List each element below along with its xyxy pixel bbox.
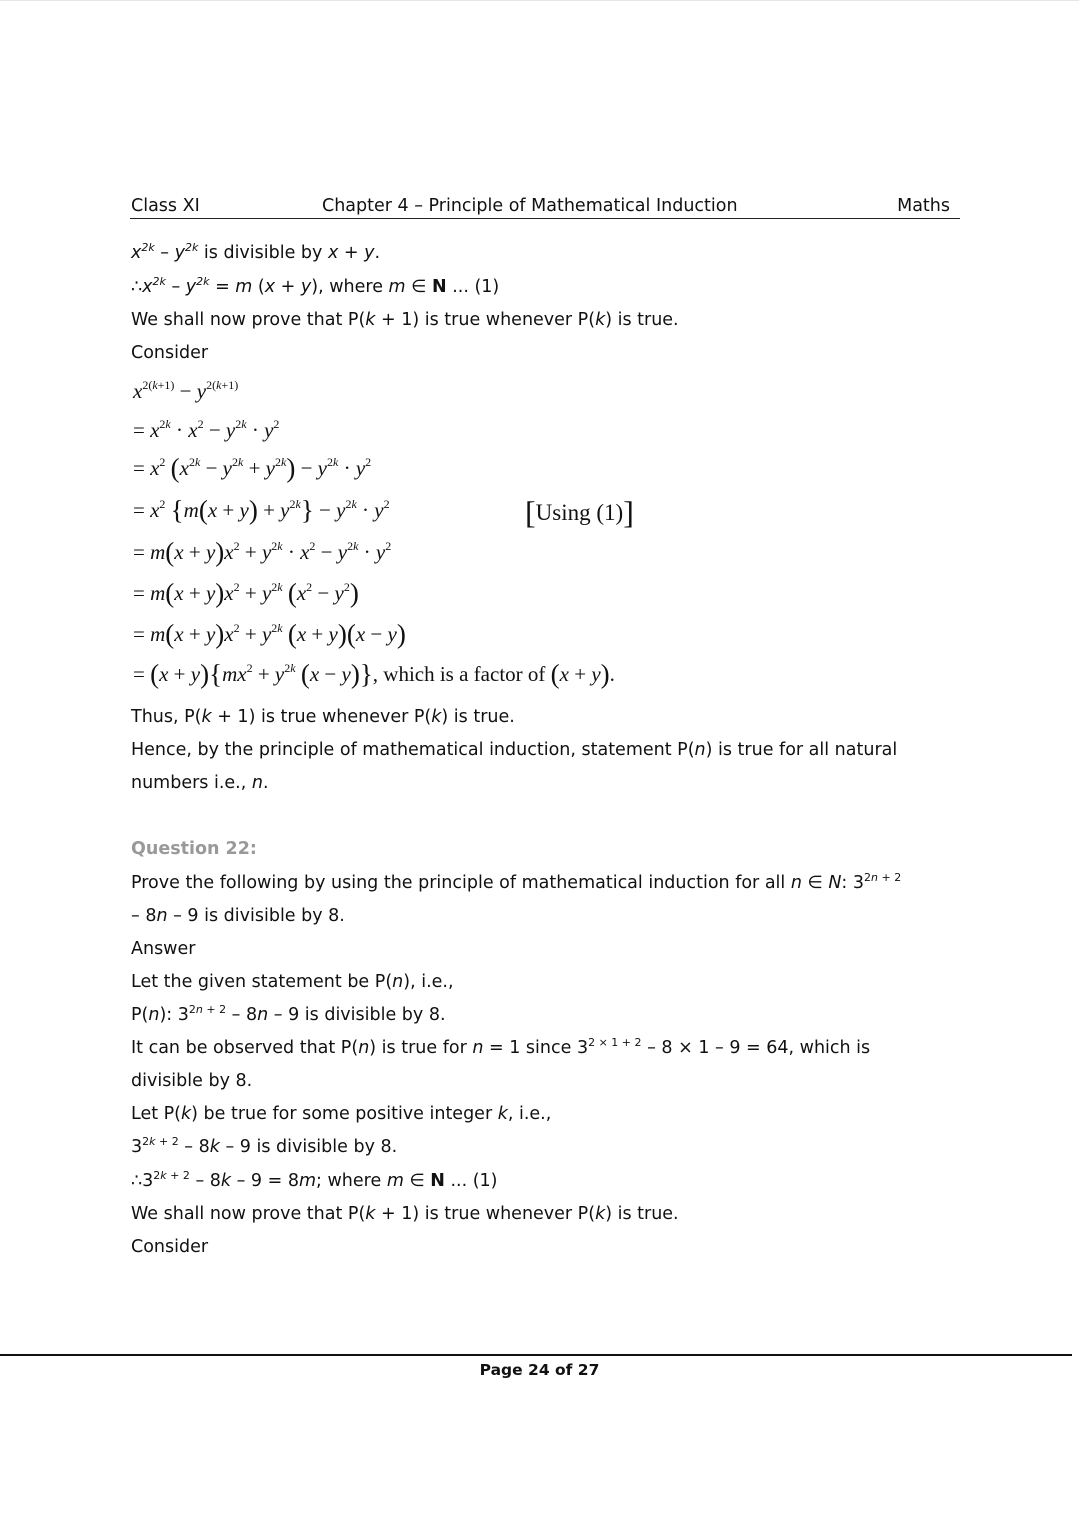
- text-line-prove: We shall now prove that P(k + 1) is true whenever P(k) is true.: [131, 310, 679, 330]
- math-step-2: = $x^{2k} \cdot x^2 - y^{2k} \cdot y^2$: [133, 417, 280, 442]
- math-step-5: = $m(x + y)x^2 + y^{2k} \cdot x^2 - y^{2k} \cdot y^2$: [133, 537, 392, 567]
- math-step-6: = $m(x + y)x^2 + y^{2k}$ $(x^2 - y^2)$: [133, 578, 359, 608]
- question-statement-2: – 8n – 9 is divisible by 8.: [131, 906, 345, 926]
- answer-line-1: Let the given statement be P(n), i.e.,: [131, 972, 454, 992]
- text-line-hence-2: numbers i.e., n.: [131, 773, 269, 793]
- answer-line-5: Let P(k) be true for some positive integer k, i.e.,: [131, 1104, 552, 1124]
- header-class: Class XI: [131, 196, 200, 216]
- footer-divider: [0, 1354, 1072, 1356]
- header-chapter: Chapter 4 – Principle of Mathematical Induction: [322, 196, 738, 216]
- math-step-3: = $x^2$ $(x^{2k} - y^{2k} + y^{2k}) - y^{2k} \cdot y^2$: [133, 453, 372, 483]
- answer-line-9: Consider: [131, 1237, 209, 1257]
- text-line-hence-1: Hence, by the principle of mathematical induction, statement P(n) is true for all natural: [131, 740, 898, 760]
- answer-line-4: divisible by 8.: [131, 1071, 253, 1091]
- math-step-7: = $m(x + y)x^2 + y^{2k}$ (x + y)(x − y): [133, 619, 406, 649]
- answer-label: Answer: [131, 939, 196, 959]
- answer-line-2: P(n): $3^{2n + 2} - 8n - 9$ is divisible by 8.: [131, 1003, 446, 1025]
- question-statement-1: Prove the following by using the principle of mathematical induction for all n ∈ N: $3^{2n + 2}$: [131, 871, 902, 893]
- header-subject: Maths: [897, 196, 950, 216]
- text-line-divisible: $x^{2k} - y^{2k}$ is divisible by x + y.: [131, 241, 381, 263]
- page-top-border: [0, 0, 1079, 1]
- answer-line-7: $\therefore 3^{2k + 2} - 8k - 9 = 8m$; where m ∈ N ... (1): [131, 1169, 498, 1191]
- text-line-equation-1: $\therefore x^{2k} - y^{2k} = m$ (x + y), where m ∈ N ... (1): [131, 275, 500, 297]
- answer-line-8: We shall now prove that P(k + 1) is true whenever P(k) is true.: [131, 1204, 679, 1224]
- math-step-1: $x^{2(k+1)} - y^{2(k+1)}$: [133, 378, 239, 403]
- math-step-8: = $(x + y)\{mx^2 + y^{2k}$ (x − y)}, which is a factor of (x + y).: [133, 659, 615, 689]
- question-title: Question 22:: [131, 839, 257, 859]
- math-step-4: = $x^2$ $\{m(x + y) + y^{2k}\} - y^{2k} \cdot y^2$: [133, 495, 390, 525]
- page-number: Page 24 of 27: [479, 1361, 600, 1379]
- using-annotation: [Using (1)]: [525, 494, 634, 530]
- answer-line-6: $3^{2k + 2} - 8k - 9$ is divisible by 8.: [131, 1135, 398, 1157]
- text-line-consider: Consider: [131, 343, 209, 363]
- answer-line-3: It can be observed that P(n) is true for n = 1 since $3^{2 \times 1 + 2} - 8 \times 1 - 9 = 64$, which is: [131, 1036, 871, 1058]
- text-line-thus: Thus, P(k + 1) is true whenever P(k) is true.: [131, 707, 515, 727]
- page-header: [130, 195, 960, 219]
